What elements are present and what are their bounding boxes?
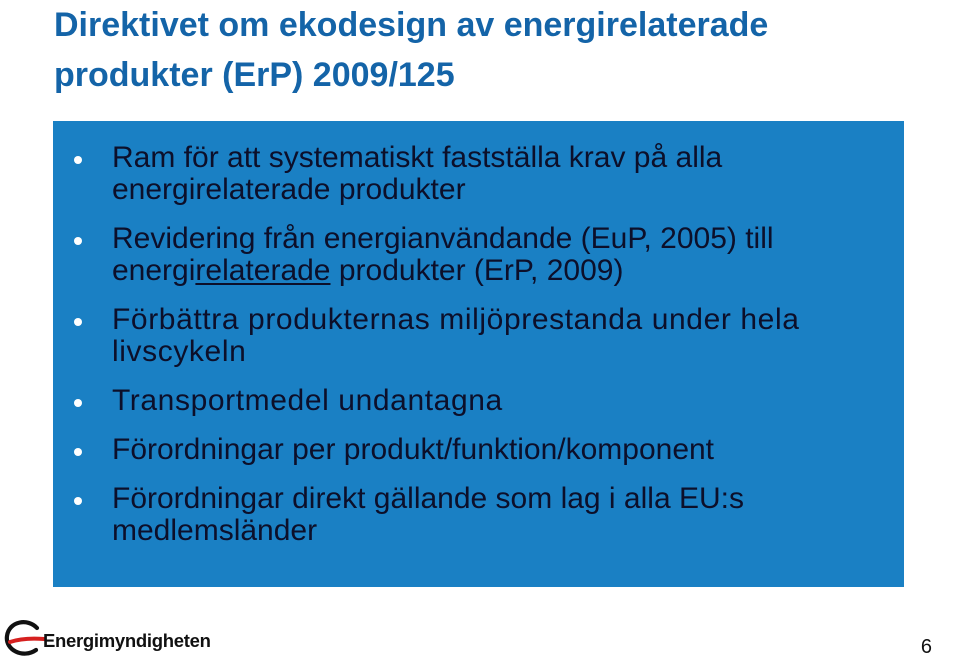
- bullet-dot-icon: [74, 497, 82, 505]
- title-line-2: produkter (ErP) 2009/125: [54, 56, 455, 94]
- bullet-dot-icon: [74, 448, 82, 456]
- bullet-dot-icon: [74, 237, 82, 245]
- content-panel: [53, 121, 904, 587]
- bullet-text: Förordningar direkt gällande som lag i alla EU:s medlemsländer: [112, 482, 744, 547]
- energimyndigheten-logo: [3, 619, 223, 661]
- bullet-underlined-word: relaterade: [195, 254, 331, 287]
- bullet-text: Ram för att systematiskt fastställa krav på alla energirelaterade produkter: [112, 141, 723, 206]
- bullet-item: [53, 483, 904, 547]
- bullet-text-before: Revidering från energianvändande (EuP, 2005) till energi: [112, 222, 774, 287]
- page-number: 6: [920, 636, 932, 658]
- logo-text: Energimyndigheten: [43, 630, 211, 651]
- bullet-item: [53, 223, 904, 287]
- title-line-1: Direktivet om ekodesign av energirelaterade: [54, 6, 769, 44]
- bullet-dot-icon: [74, 399, 82, 407]
- bullet-item: [53, 434, 904, 466]
- bullet-text: Förordningar per produkt/funktion/komponent: [112, 433, 715, 466]
- bullet-list: [53, 142, 904, 564]
- logo-swoosh-icon: [3, 619, 47, 661]
- bullet-item: [53, 142, 904, 206]
- bullet-item: [53, 304, 904, 368]
- bullet-dot-icon: [74, 318, 82, 326]
- bullet-text-after: produkter (ErP, 2009): [330, 254, 624, 287]
- bullet-item: [53, 385, 904, 417]
- bullet-text: Transportmedel undantagna: [112, 384, 503, 417]
- bullet-text: Förbättra produkternas miljöprestanda under hela livscykeln: [112, 303, 800, 368]
- slide-title: [54, 0, 934, 100]
- bullet-dot-icon: [74, 156, 82, 164]
